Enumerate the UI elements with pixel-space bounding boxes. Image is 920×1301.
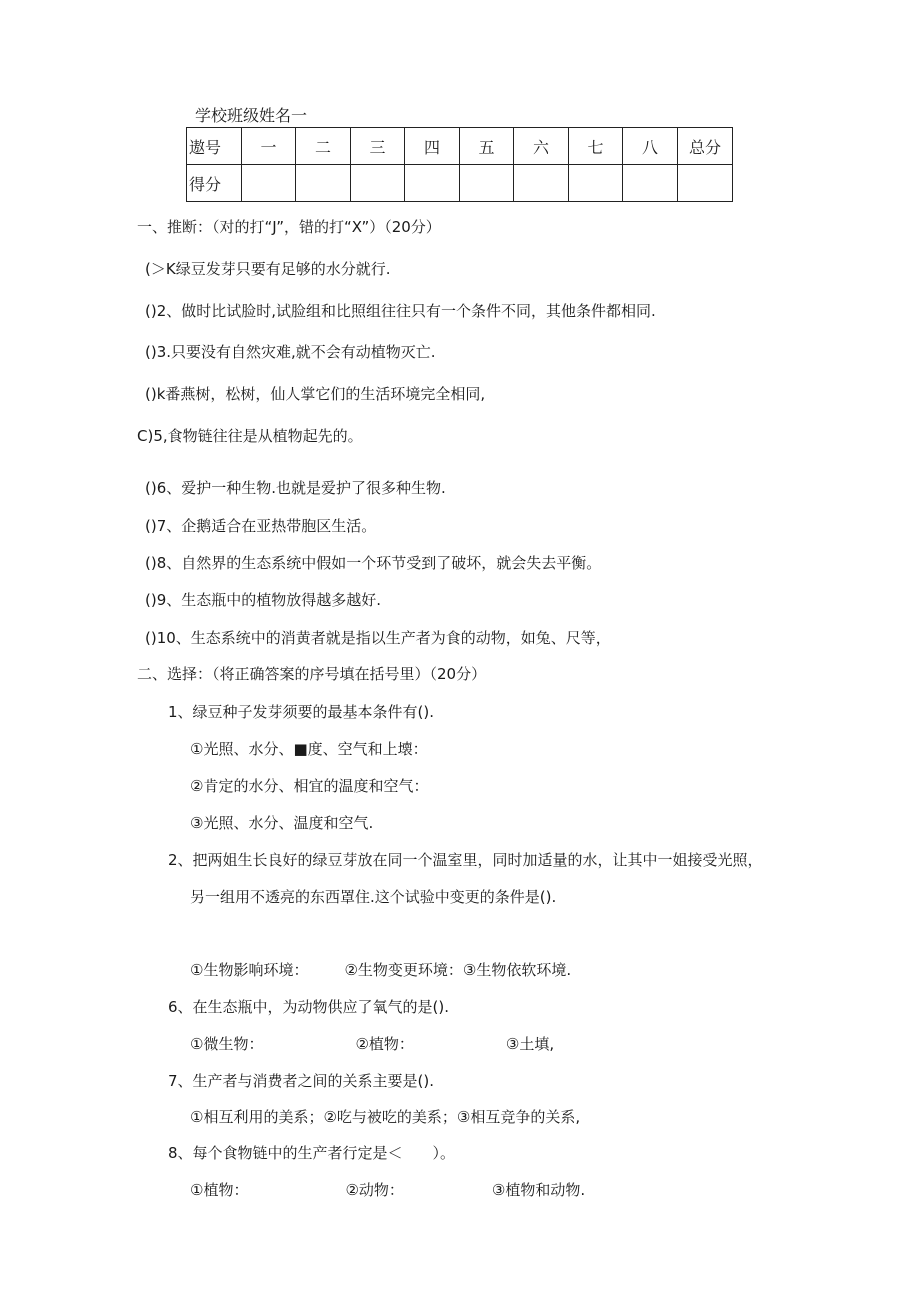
judge-item-5: C)5,食物链往往是从植物起先的。 — [137, 427, 363, 445]
score-col-3: 三 — [351, 128, 405, 165]
q8-option-1: ①植物： — [190, 1181, 249, 1199]
q6-stem: 6、在生态瓶中，为动物供应了氧气的是(). — [168, 998, 450, 1016]
judge-item-10: ()10、生态系统中的消黄者就是指以生产者为食的动物，如兔、尺等， — [145, 629, 611, 647]
score-cell[interactable] — [405, 165, 460, 202]
q6-options — [190, 1034, 554, 1054]
score-col-8: 八 — [623, 128, 678, 165]
question-number-label: 遨号 — [187, 128, 242, 165]
score-cell[interactable] — [678, 165, 733, 202]
q2-stem-line2: 另一组用不透亮的东西罩住.这个试验中变更的条件是(). — [190, 888, 557, 906]
section1-title: 一、推断：（对的打“J”，错的打“X”）（20分） — [137, 218, 441, 236]
judge-item-8: ()8、自然界的生态系统中假如一个环节受到了破坏，就会失去平衡。 — [145, 554, 602, 572]
q1-stem: 1、绿豆种子发芽须要的最基本条件有(). — [168, 703, 435, 721]
judge-item-1: (＞K绿豆发芽只要有足够的水分就行. — [145, 260, 391, 278]
score-cell[interactable] — [623, 165, 678, 202]
score-cell[interactable] — [242, 165, 296, 202]
score-row-label: 得分 — [187, 165, 242, 202]
q8-options — [190, 1180, 585, 1200]
q6-option-2: ②植物： — [355, 1035, 414, 1053]
q7-stem: 7、生产者与消费者之间的关系主要是(). — [168, 1072, 435, 1090]
q2-option-2-3: ②生物变更环境：③生物依软环境. — [344, 961, 572, 979]
q2-options — [190, 960, 571, 980]
judge-item-7: ()7、企鹅适合在亚热带胞区生活。 — [145, 517, 377, 535]
score-col-4: 四 — [405, 128, 460, 165]
q8-option-2: ②动物： — [345, 1181, 404, 1199]
q1-option-2: ②肯定的水分、相宜的温度和空气： — [190, 777, 429, 795]
score-col-6: 六 — [514, 128, 569, 165]
judge-item-9: ()9、生态瓶中的植物放得越多越好. — [145, 591, 382, 609]
score-cell[interactable] — [351, 165, 405, 202]
score-col-7: 七 — [569, 128, 623, 165]
q1-option-3: ③光照、水分、温度和空气. — [190, 814, 374, 832]
student-info-line: 学校班级姓名一 — [195, 106, 308, 125]
q6-option-3: ③土填, — [505, 1035, 555, 1053]
judge-item-3: ()3.只要没有自然灾难,就不会有动植物灭亡. — [145, 343, 436, 361]
score-cell[interactable] — [514, 165, 569, 202]
judge-item-4: ()k番燕树，松树，仙人掌它们的生活环境完全相同, — [145, 385, 486, 403]
score-cell[interactable] — [460, 165, 514, 202]
q2-stem-line1: 2、把两姐生长良好的绿豆芽放在同一个温室里，同时加适量的水，让其中一姐接受光照， — [168, 851, 763, 869]
section2-title: 二、选择：（将正确答案的序号填在括号里）（20分） — [137, 665, 487, 683]
judge-item-6: ()6、爱护一种生物.也就是爱护了很多种生物. — [145, 479, 446, 497]
q7-options: ①相互利用的美系；②吃与被吃的美系；③相互竞争的关系, — [190, 1108, 581, 1126]
score-col-total: 总分 — [678, 128, 733, 165]
score-col-1: 一 — [242, 128, 296, 165]
score-table — [186, 127, 733, 202]
score-table-score-row — [187, 165, 733, 202]
q1-option-1: ①光照、水分、■度、空气和上壊： — [190, 740, 428, 758]
q2-option-1: ①生物影响环境： — [190, 961, 309, 979]
score-cell[interactable] — [569, 165, 623, 202]
score-cell[interactable] — [296, 165, 351, 202]
score-col-5: 五 — [460, 128, 514, 165]
score-table-header-row — [187, 128, 733, 165]
score-col-2: 二 — [296, 128, 351, 165]
q8-stem: 8、每个食物链中的生产者行定是＜ ）。 — [168, 1144, 456, 1162]
q8-option-3: ③植物和动物. — [491, 1181, 586, 1199]
judge-item-2: ()2、做时比试脸时,试脸组和比照组往往只有一个条件不同，其他条件都相同. — [145, 302, 656, 320]
q6-option-1: ①微生物： — [190, 1035, 264, 1053]
